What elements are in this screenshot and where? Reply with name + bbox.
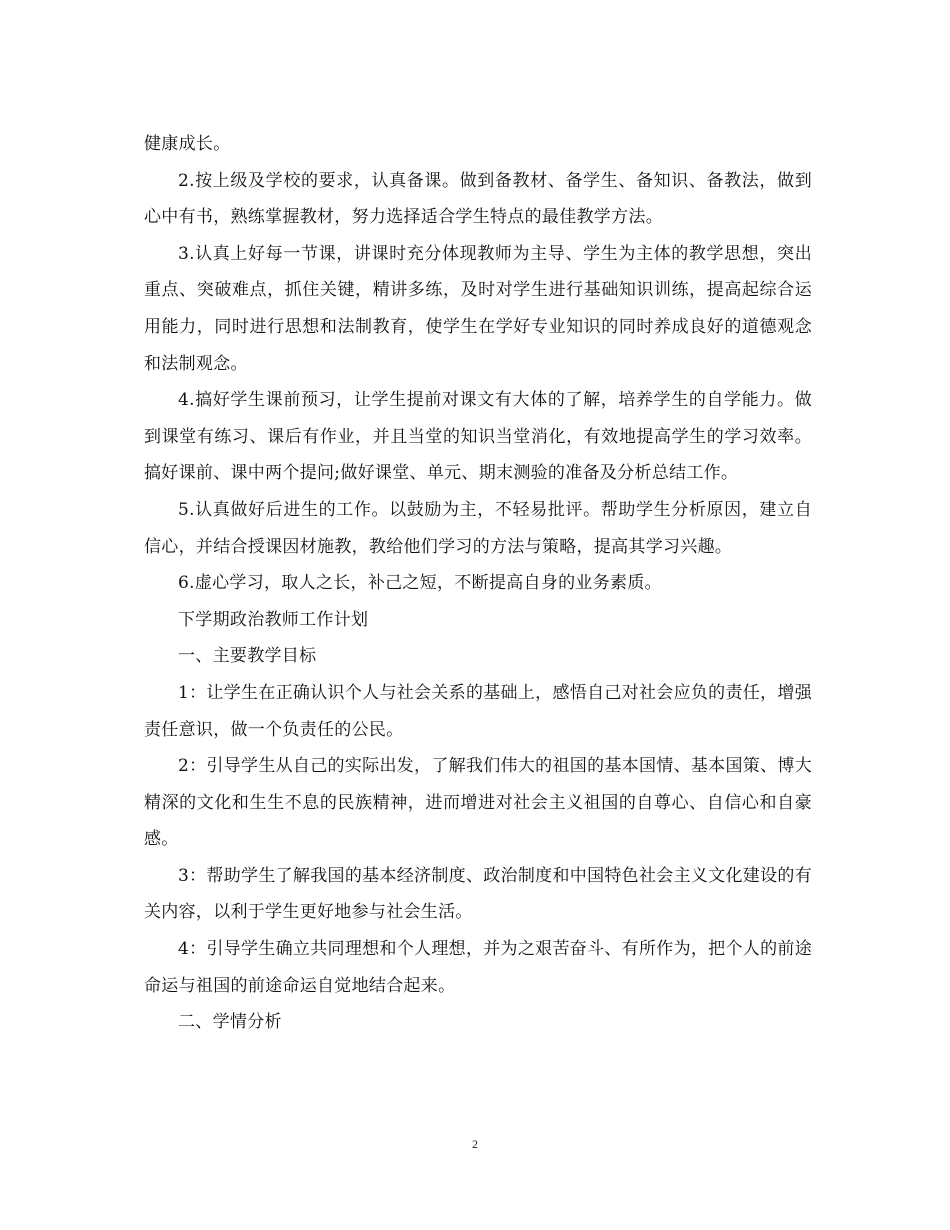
goal-item-4: 4：引导学生确立共同理想和个人理想，并为之艰苦奋斗、有所作为，把个人的前途命运与祖国的前途命运自觉地结合起来。 bbox=[144, 939, 812, 996]
goal-item-2: 2：引导学生从自己的实际出发，了解我们伟大的祖国的基本国情、基本国策、博大精深的文化和生生不息的民族精神，进而增进对社会主义祖国的自尊心、自信心和自豪感。 bbox=[144, 756, 812, 850]
heading-teaching-goals: 一、主要教学目标 bbox=[178, 646, 317, 667]
heading-student-analysis: 二、学情分析 bbox=[178, 1012, 282, 1033]
document-body bbox=[144, 126, 812, 1041]
paragraph-item-3: 3.认真上好每一节课，讲课时充分体现教师为主导、学生为主体的教学思想，突出重点、突破难点，抓住关键，精讲多练，及时对学生进行基础知识训练，提高起综合运用能力，同时进行思想和法制教育，使学生在学好专业知识的同时养成良好的道德观念和法制观念。 bbox=[144, 243, 812, 374]
section-title: 下学期政治教师工作计划 bbox=[178, 609, 369, 630]
paragraph-item-4: 4.搞好学生课前预习，让学生提前对课文有大体的了解，培养学生的自学能力。做到课堂有练习、课后有作业，并且当堂的知识当堂消化，有效地提高学生的学习效率。搞好课前、课中两个提问;做好课堂、单元、期末测验的准备及分析总结工作。 bbox=[144, 390, 812, 484]
paragraph-continuation: 健康成长。 bbox=[144, 134, 231, 154]
page-number: 2 bbox=[472, 1137, 478, 1151]
goal-item-1: 1：让学生在正确认识个人与社会关系的基础上，感悟自己对社会应负的责任，增强责任意识，做一个负责任的公民。 bbox=[144, 682, 812, 740]
paragraph-item-5: 5.认真做好后进生的工作。以鼓励为主，不轻易批评。帮助学生分析原因，建立自信心，并结合授课因材施教，教给他们学习的方法与策略，提高其学习兴趣。 bbox=[144, 499, 812, 557]
paragraph-item-2: 2.按上级及学校的要求，认真备课。做到备教材、备学生、备知识、备教法，做到心中有书，熟练掌握教材，努力选择适合学生特点的最佳教学方法。 bbox=[144, 170, 812, 228]
paragraph-item-6: 6.虚心学习，取人之长，补己之短，不断提高自身的业务素质。 bbox=[178, 573, 662, 594]
goal-item-3: 3：帮助学生了解我国的基本经济制度、政治制度和中国特色社会主义文化建设的有关内容，以利于学生更好地参与社会生活。 bbox=[144, 865, 812, 923]
